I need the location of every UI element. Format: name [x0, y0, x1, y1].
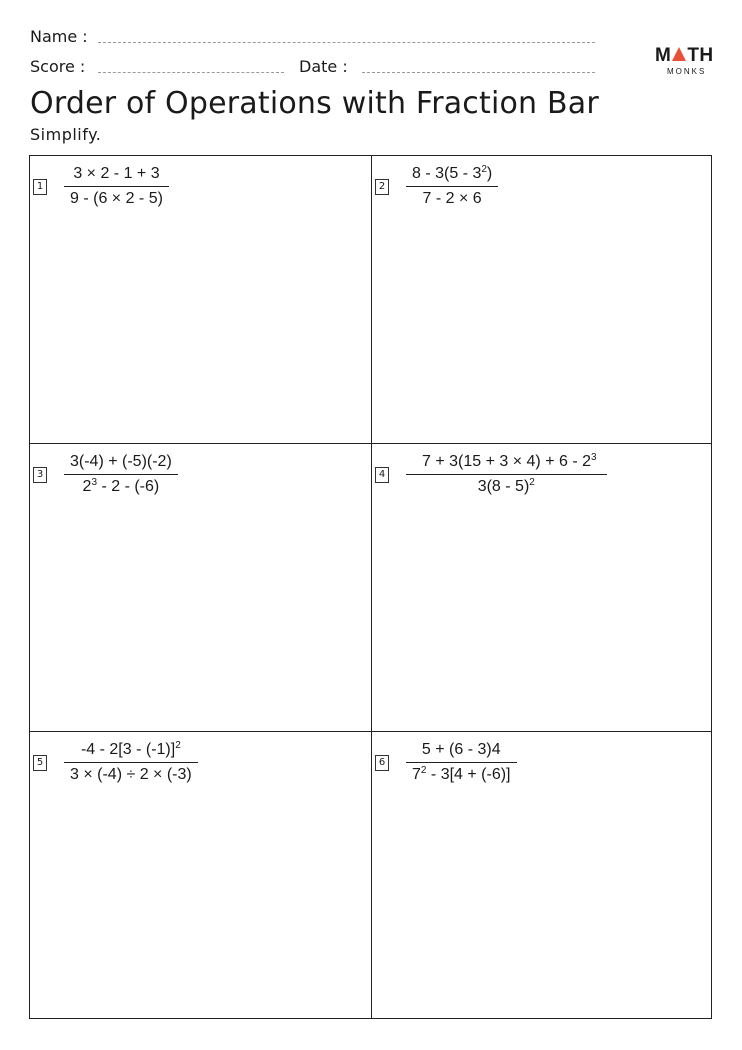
logo-triangle-icon	[672, 47, 686, 61]
logo-subtext: MONKS	[667, 67, 707, 76]
numerator: 3 × 2 - 1 + 3	[73, 165, 160, 182]
score-label: Score :	[30, 57, 86, 76]
denominator	[64, 475, 178, 497]
fraction	[64, 452, 178, 497]
title-main: Order of Operations	[30, 86, 332, 121]
problem-4	[372, 444, 712, 731]
score-field[interactable]	[98, 72, 284, 73]
name-field[interactable]	[98, 42, 595, 43]
problem-3	[30, 444, 371, 731]
numerator	[406, 164, 498, 186]
date-field[interactable]	[362, 72, 595, 73]
fraction	[64, 164, 169, 209]
exponent: 2	[420, 765, 427, 776]
denominator	[406, 763, 517, 785]
problem-number: 3	[33, 467, 47, 483]
title-secondary: with Fraction Bar	[341, 86, 599, 121]
denominator: 7 - 2 × 6	[422, 190, 482, 207]
denominator-text: - 3[4 + (-6)]	[426, 766, 511, 783]
denominator	[406, 475, 607, 497]
problem-number: 2	[375, 179, 389, 195]
numerator-text: 8 - 3(5 - 3	[412, 165, 482, 182]
problem-number: 4	[375, 467, 389, 483]
problem-6	[372, 732, 712, 1019]
problem-5	[30, 732, 371, 1019]
problem-2	[372, 156, 712, 443]
problem-number: 5	[33, 755, 47, 771]
exponent: 3	[591, 452, 597, 463]
fraction	[406, 740, 517, 785]
fraction	[406, 452, 607, 497]
exponent: 2	[529, 477, 535, 488]
fraction	[406, 164, 498, 209]
denominator-base: 2	[82, 478, 92, 495]
numerator-text: 7 + 3(15 + 3 × 4) + 6 - 2	[422, 453, 591, 470]
numerator: 5 + (6 - 3)4	[421, 741, 501, 758]
denominator-base: 7	[412, 766, 421, 783]
denominator: 3 × (-4) ÷ 2 × (-3)	[70, 766, 192, 783]
name-label: Name :	[30, 27, 88, 46]
numerator-text: -4 - 2[3 - (-1)]	[80, 741, 176, 758]
date-label: Date :	[299, 57, 348, 76]
fraction	[64, 740, 198, 785]
logo-letter-m: M	[655, 45, 672, 66]
problem-number: 1	[33, 179, 47, 195]
exponent: 3	[91, 477, 98, 488]
exponent: 2	[481, 164, 487, 175]
denominator: 9 - (6 × 2 - 5)	[70, 190, 163, 207]
problem-number: 6	[375, 755, 389, 771]
logo-wordmark	[655, 46, 717, 66]
numerator	[406, 452, 607, 474]
problem-grid	[29, 155, 712, 1019]
numerator-text-end: )	[486, 165, 493, 182]
numerator: 3(-4) + (-5)(-2)	[70, 453, 172, 470]
instruction-text: Simplify.	[30, 125, 102, 144]
exponent: 2	[175, 740, 181, 751]
denominator-text: 3(8 - 5)	[477, 478, 530, 495]
problem-1	[30, 156, 371, 443]
numerator	[64, 740, 198, 762]
worksheet-title	[30, 84, 599, 124]
logo-letters-th: TH	[687, 45, 714, 66]
denominator-text: - 2 - (-6)	[97, 478, 160, 495]
math-monks-logo	[655, 46, 717, 78]
